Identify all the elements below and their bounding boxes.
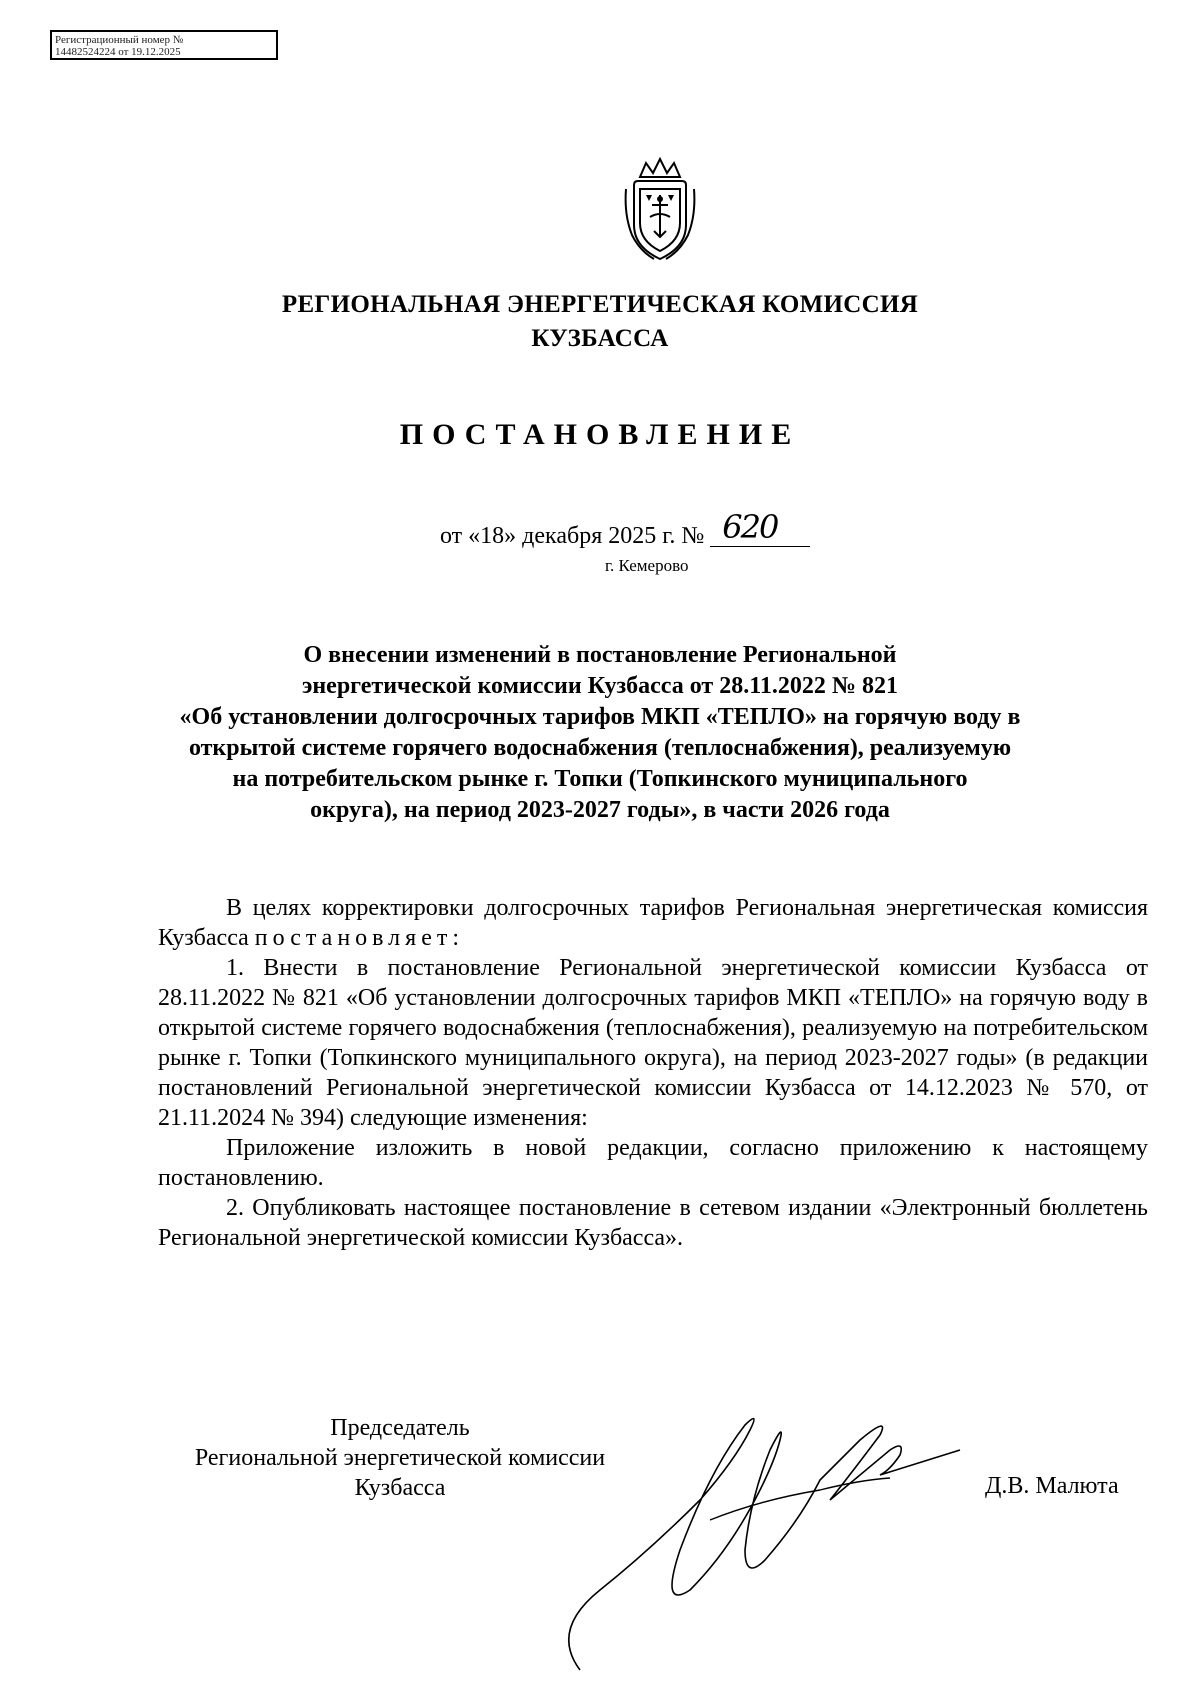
signatory-name: Д.В. Малюта — [985, 1473, 1119, 1499]
registration-number: 14482524224 от 19.12.2025 — [55, 46, 181, 58]
city: г. Кемерово — [605, 556, 689, 575]
item-2-paragraph: 2. Опубликовать настоящее постановление в сетевом издании «Электронный бюллетень Региональной энергетической комиссии Кузбасса». — [158, 1195, 1148, 1251]
coat-of-arms-icon — [620, 155, 700, 265]
date-line — [440, 508, 810, 550]
preamble-paragraph: В целях корректировки долгосрочных тарифов Региональная энергетическая комиссия Кузбасса постановляет: — [158, 895, 1148, 951]
signatory-title: Председатель Региональной энергетической комиссии Кузбасса — [194, 1415, 606, 1501]
registration-label: Регистрационный номер № — [55, 34, 184, 46]
item-1-paragraph: 1. Внести в постановление Региональной энергетической комиссии Кузбасса от 28.11.2022 № 821 «Об установлении долгосрочных тарифов МКП «ТЕПЛО» на горячую воду в открытой системе горячего водоснабжения (теплоснабжения), реализуемую на потребительском рынке г. Топки (Топкинского муниципального округа), на период 2023-2027 годы» (в редакции постановлений Региональной энергетической комиссии Кузбасса от 14.12.2023 № 570, от 21.11.2024 № 394) следующие изменения: — [158, 955, 1148, 1131]
document-type-heading: ПОСТАНОВЛЕНИЕ — [399, 418, 801, 451]
document-number-field — [710, 508, 810, 547]
item-1-sub-paragraph: Приложение изложить в новой редакции, согласно приложению к настоящему постановлению. — [158, 1135, 1148, 1191]
document-body — [158, 893, 1148, 1253]
registration-stamp — [50, 30, 278, 60]
document-number: 620 — [722, 508, 778, 546]
date-text: от «18» декабря 2025 г. № — [440, 523, 705, 549]
resolves-word: постановляет: — [254, 925, 465, 951]
handwritten-signature-icon — [560, 1380, 980, 1680]
document-subject: О внесении изменений в постановление Региональной энергетической комиссии Кузбасса от 28.11.2022 № 821 «Об установлении долгосрочных тарифов МКП «ТЕПЛО» на горячую воду в открытой системе горячего водоснабжения (теплоснабжения), реализуемую на потребительском рынке г. Топки (Топкинского муниципального округа), на период 2023-2027 годы», в части 2026 года — [179, 642, 1021, 823]
organization-name: РЕГИОНАЛЬНАЯ ЭНЕРГЕТИЧЕСКАЯ КОМИССИЯ КУЗБАССА — [281, 291, 919, 352]
